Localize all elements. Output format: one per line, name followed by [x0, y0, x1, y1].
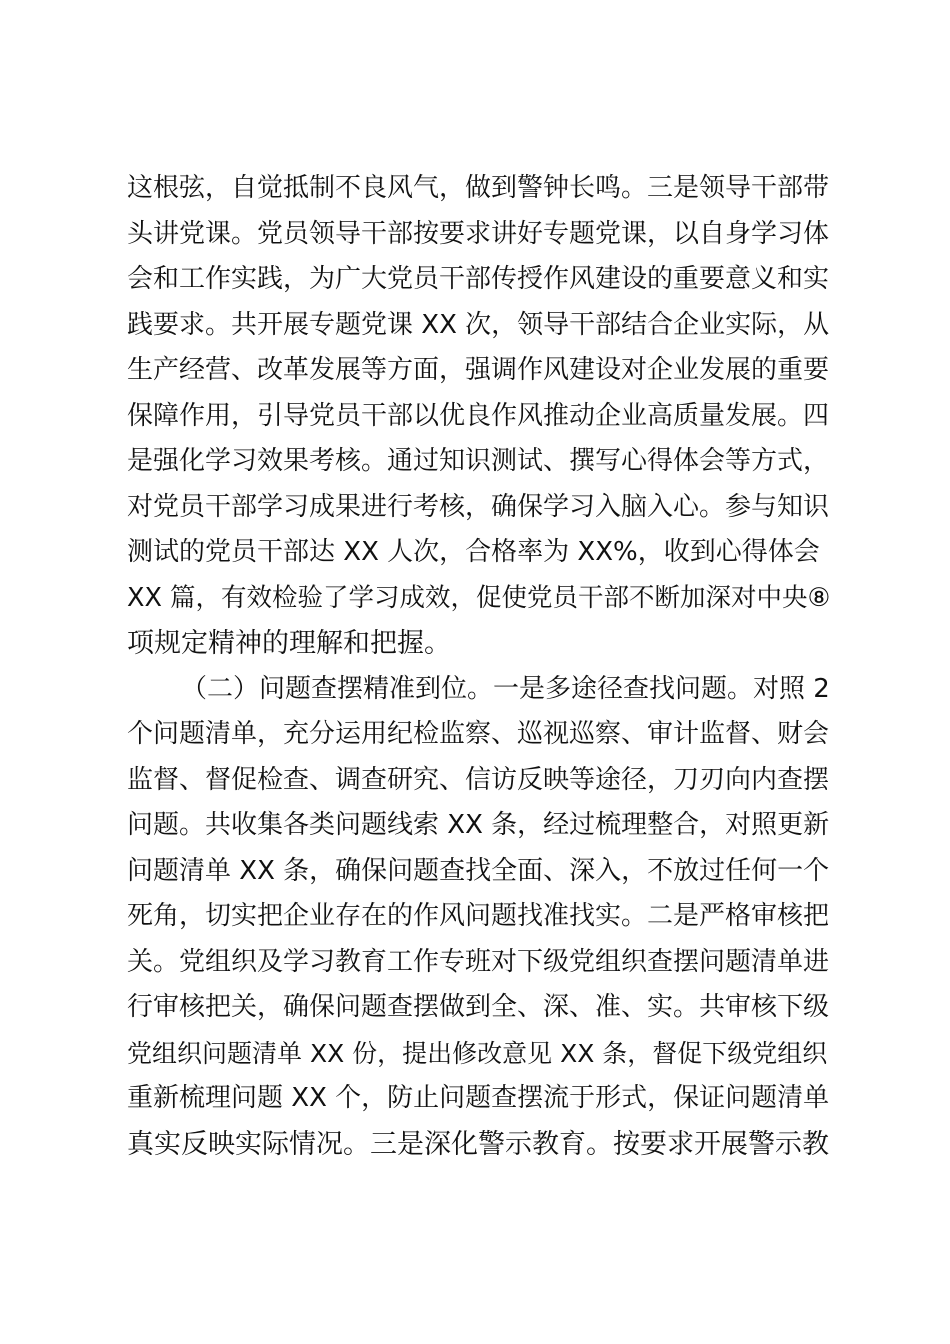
- body-text: [127, 166, 830, 1167]
- text-line: 测试的党员干部达 XX 人次，合格率为 XX%，收到心得体会: [127, 537, 820, 567]
- text-line: 死角，切实把企业存在的作风问题找准找实。二是严格审核把: [127, 901, 830, 931]
- text-line: 保障作用，引导党员干部以优良作风推动企业高质量发展。四: [127, 400, 830, 431]
- text-line: 这根弦，自觉抵制不良风气，做到警钟长鸣。三是领导干部带: [127, 173, 830, 203]
- text-line: 问题清单 XX 条，确保问题查找全面、深入，不放过任何一个: [127, 855, 830, 886]
- text-line: 践要求。共开展专题党课 XX 次，领导干部结合企业实际，从: [127, 309, 830, 340]
- text-line: XX 篇，有效检验了学习成效，促使党员干部不断加深对中央⑧: [127, 582, 831, 613]
- text-line: 会和工作实践，为广大党员干部传授作风建设的重要意义和实: [127, 264, 830, 294]
- text-line: 头讲党课。党员领导干部按要求讲好专题党课，以自身学习体: [127, 218, 830, 249]
- text-line: 是强化学习效果考核。通过知识测试、撰写心得体会等方式，: [127, 446, 830, 476]
- text-line: 监督、督促检查、调查研究、信访反映等途径，刀刃向内查摆: [127, 764, 830, 795]
- text-line: 重新梳理问题 XX 个，防止问题查摆流于形式，保证问题清单: [127, 1083, 830, 1113]
- text-line: 个问题清单，充分运用纪检监察、巡视巡察、审计监督、财会: [127, 719, 830, 749]
- text-line: 对党员干部学习成果进行考核，确保学习入脑入心。参与知识: [127, 491, 830, 522]
- text-line: 真实反映实际情况。三是深化警示教育。按要求开展警示教: [127, 1128, 829, 1160]
- text-line: 生产经营、改革发展等方面，强调作风建设对企业发展的重要: [127, 355, 830, 385]
- section-heading-line: （二）问题查摆精准到位。一是多途径查找问题。对照 2: [181, 673, 830, 704]
- text-line: 项规定精神的理解和把握。: [127, 628, 451, 659]
- text-line: 行审核把关，确保问题查摆做到全、深、准、实。共审核下级: [127, 992, 830, 1022]
- text-line: 问题。共收集各类问题线索 XX 条，经过梳理整合，对照更新: [127, 810, 830, 840]
- text-line: 关。党组织及学习教育工作专班对下级党组织查摆问题清单进: [127, 946, 830, 977]
- text-line: 党组织问题清单 XX 份，提出修改意见 XX 条，督促下级党组织: [127, 1038, 828, 1068]
